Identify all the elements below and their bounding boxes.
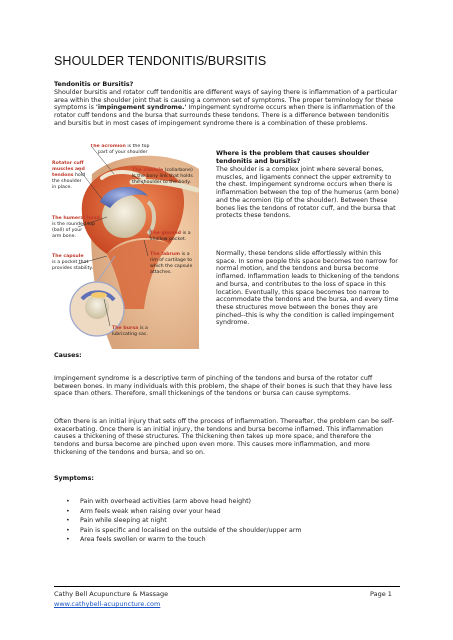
bursa-zoom-bone xyxy=(85,295,109,319)
problem-heading: Where is the problem that causes shoulder tendonitis and bursitis? xyxy=(216,150,370,165)
svg-text:The capsule: The capsule xyxy=(52,254,84,259)
causes-heading: Causes: xyxy=(54,352,82,359)
problem-paragraph-2: Normally, these tendons slide effortlessly within this space. In some people this space becomes too narrow for normal motion, and the tendons and bursa become inflamed. Inflammation leads to thickening of the tendons and bursa, and contributes to the loss of space in this location. Eventually, this space becomes too narrow to accommodate the tendons and the bursa, and every time these structures move between the bones they are pinched--this is why the condition is called impingement syndrome. xyxy=(216,250,400,327)
svg-text:in place.: in place. xyxy=(52,185,72,190)
intro-text-start: Shoulder bursitis and rotator cuff tendonitis are different ways of saying there is inflammation of a particular area within the shoulder joint that is causing a common set of symptoms. The proper terminology for these symptoms is xyxy=(54,89,398,112)
footer-business-name: Cathy Bell Acupuncture & Massage xyxy=(54,590,169,598)
svg-text:part of your shoulder: part of your shoulder xyxy=(98,150,148,155)
bullet-icon: • xyxy=(66,517,70,524)
bullet-icon: • xyxy=(66,507,70,515)
svg-text:provides stability.: provides stability. xyxy=(52,266,94,271)
label-acromion: The acromion is the top xyxy=(90,144,150,149)
causes-paragraph-2: Often there is an initial injury that sets off the process of inflammation. Thereafter, the problem can be self-exacerbating. Once there is an initial injury, the tendons and bursa become inflamed. This inflammation causes a thickening of these structures. The thickening then takes up more space, and therefore the tendons and bursa become are pinched upon even more. This causes more inflammation, and more thickening of the tendons and bursa, and so on. xyxy=(54,418,394,456)
causes-paragraph-1: Impingement syndrome is a descriptive term of pinching of the tendons and bursa of the rotator cuff between bones. In many individuals with this problem, the shape of their bones is such that they have less space than others. Therefore, small thickenings of the tendons or bursa can cause symptoms. xyxy=(54,375,392,398)
bullet-icon: • xyxy=(66,526,70,534)
page-title: SHOULDER TENDONITIS/BURSITIS xyxy=(54,54,267,68)
svg-text:is the bony link that holds: is the bony link that holds xyxy=(132,174,193,179)
svg-text:attaches.: attaches. xyxy=(150,270,172,275)
svg-text:arm bone.: arm bone. xyxy=(52,234,76,239)
svg-text:rim of cartilage to: rim of cartilage to xyxy=(150,258,193,263)
list-item: • Area feels swollen or warm to the touch xyxy=(66,536,206,543)
svg-text:tendons hold: tendons hold xyxy=(52,173,86,178)
footer-page-number: Page 1 xyxy=(370,590,392,598)
intro-paragraph xyxy=(54,89,398,128)
intro-heading: Tendonitis or Bursitis? xyxy=(54,81,134,88)
svg-text:the shoulder to the body.: the shoulder to the body. xyxy=(132,180,191,185)
impingement-term: 'impingement syndrome.' xyxy=(95,104,187,112)
list-item: • Pain with overhead activities (arm above head height) xyxy=(66,498,252,505)
footer-website-link[interactable]: www.cathybell-acupuncture.com xyxy=(54,600,161,608)
intro-text-end: Impingement syndrome occurs when there is inflammation of the rotator cuff tendons and the bursa that surrounds these tendons. There is a difference between tendonitis and bursitis but in most cases of impingement syndrome there is a combination of these problems. xyxy=(54,104,396,127)
bursa-sac xyxy=(91,292,107,298)
list-item: • Pain is specific and localised on the outside of the shoulder/upper arm xyxy=(66,526,302,534)
svg-text:Rotator cuff: Rotator cuff xyxy=(52,161,84,166)
svg-text:is the rounded top: is the rounded top xyxy=(52,222,96,227)
svg-text:The clavicle (collarbone): The clavicle (collarbone) xyxy=(132,168,193,173)
list-item: • Pain while sleeping at night xyxy=(66,517,167,524)
svg-text:The bursa is a: The bursa is a xyxy=(112,326,148,331)
svg-text:lubricating sac.: lubricating sac. xyxy=(112,332,148,337)
problem-paragraph-1: The shoulder is a complex joint where several bones, muscles, and ligaments connect the upper extremity to the chest. Impingement syndrome occurs when there is inflammation between the top of the humerus (arm bone) and the acromion (tip of the shoulder). Between these bones lies the tendons of rotator cuff, and the bursa that protects these tendons. xyxy=(216,166,400,220)
bullet-icon: • xyxy=(66,536,70,543)
list-item: • Arm feels weak when raising over your head xyxy=(66,507,221,515)
svg-text:which the capsule: which the capsule xyxy=(150,264,193,269)
shoulder-anatomy-illustration xyxy=(52,144,199,349)
svg-text:muscles and: muscles and xyxy=(52,167,85,172)
svg-text:The humeral head: The humeral head xyxy=(52,216,100,221)
symptoms-list xyxy=(66,497,396,545)
svg-text:shallow pocket.: shallow pocket. xyxy=(150,237,187,242)
svg-text:the shoulder: the shoulder xyxy=(52,179,82,184)
svg-text:is a pocket that: is a pocket that xyxy=(52,260,89,265)
bullet-icon: • xyxy=(66,498,70,505)
svg-text:(ball) of your: (ball) of your xyxy=(52,228,83,233)
svg-text:The glenoid is a: The glenoid is a xyxy=(150,231,191,236)
symptoms-heading: Symptoms: xyxy=(54,475,94,482)
svg-text:The labrum is a: The labrum is a xyxy=(150,252,190,257)
footer-divider xyxy=(54,586,400,587)
